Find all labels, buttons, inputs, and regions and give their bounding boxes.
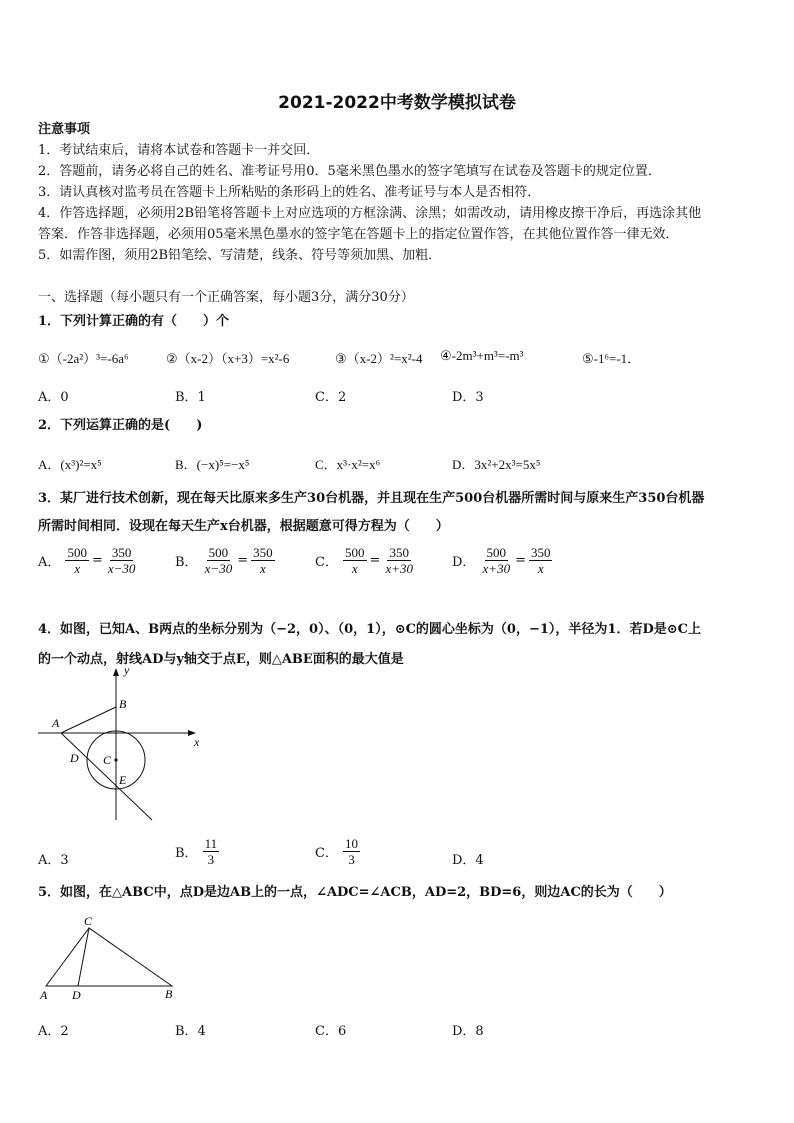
denominator: x	[259, 561, 266, 576]
denominator: x−30	[204, 561, 233, 576]
option-a[interactable]: A．0	[38, 390, 69, 405]
option-a[interactable]: A．(x³)²=x⁵	[38, 457, 102, 472]
option-a[interactable]: A． $\frac{500}{x}$ = $\frac{350}{x-30}$	[38, 545, 136, 576]
notice-heading: 注意事项	[38, 122, 91, 137]
question-stem: 2．下列运算正确的是( )	[38, 418, 203, 433]
center-point	[114, 758, 117, 761]
option-a[interactable]: A．2	[38, 1024, 69, 1039]
option-label: B．	[175, 555, 198, 570]
notice-item: 1．考试结束后，请将本试卷和答题卡一并交回．	[38, 143, 320, 158]
q1-item: ⑤-1⁶=-1．	[582, 351, 641, 366]
page-title: 2021-2022中考数学模拟试卷	[278, 93, 516, 113]
option-d[interactable]: D．3	[452, 390, 484, 405]
option-label: A．	[38, 555, 61, 570]
denominator: 3	[348, 852, 355, 867]
numerator: 11	[204, 836, 218, 851]
option-c[interactable]: C．6	[315, 1024, 347, 1039]
notice-item: 5．如需作图，须用2B铅笔绘、写清楚，线条、符号等须加黑、加粗．	[38, 248, 442, 263]
numerator: 500	[208, 545, 229, 560]
denominator: x+30	[385, 561, 413, 576]
fraction	[383, 545, 415, 576]
numerator: 350	[253, 545, 273, 560]
option-d[interactable]: D．4	[452, 853, 484, 868]
option-a[interactable]: A．3	[38, 853, 69, 868]
fraction	[251, 545, 275, 576]
question-stem: 5．如图，在△ABC中，点D是边AB上的一点，∠ADC=∠ACB，AD=2，BD=6，则边AC的长为（ ）	[38, 885, 672, 900]
fraction	[343, 836, 360, 867]
q1-item: ①（-2a²）³=-6a⁶	[38, 351, 129, 366]
numerator: 350	[111, 545, 132, 560]
numerator: 10	[345, 836, 359, 851]
question-stem: 所需时间相同．设现在每天生产x台机器，根据题意可得方程为（ ）	[38, 519, 449, 534]
label-a: A	[52, 716, 60, 730]
label-a: A	[40, 988, 48, 1002]
denominator: x−30	[107, 561, 136, 576]
denominator: x	[74, 561, 81, 576]
q1-item: ④-2m³+m³=-m³	[440, 348, 524, 363]
option-b[interactable]: B．1	[175, 390, 206, 405]
question-stem: 1．下列计算正确的有（ ）个	[38, 314, 230, 329]
question-stem: 3．某厂进行技术创新，现在每天比原来多生产30台机器，并且现在生产500台机器所需时间与原来生产350台机器	[38, 491, 705, 506]
segment-cd	[78, 928, 89, 986]
option-c[interactable]	[315, 836, 360, 867]
numerator: 500	[67, 545, 87, 560]
fraction	[481, 545, 513, 576]
coordinate-figure	[30, 660, 210, 825]
denominator: x+30	[482, 561, 511, 576]
label-c: C	[103, 753, 112, 767]
label-b: B	[165, 987, 173, 1001]
triangle-figure	[34, 912, 184, 1004]
numerator: 350	[530, 545, 551, 560]
label-y: y	[124, 663, 130, 677]
fraction	[529, 545, 553, 576]
question-stem: 4．如图，已知A、B两点的坐标分别为（−2，0）、（0，1），⊙C的圆心坐标为（0，−1），半径为1．若D是⊙C上	[38, 622, 701, 637]
notice-item: 答案．作答非选择题，必须用05毫米黑色墨水的签字笔在答题卡上的指定位置作答，在其他位置作答一律无效．	[38, 227, 679, 242]
option-c[interactable]: C．x³·x²=x⁶	[315, 457, 381, 472]
denominator: 3	[207, 852, 215, 867]
numerator: 500	[486, 545, 507, 560]
option-b[interactable]: B． $\frac{500}{x-30}$ = $\frac{350}{x}$	[175, 545, 273, 576]
section-heading: 一、选择题（每小题只有一个正确答案，每小题3分，满分30分）	[38, 290, 414, 305]
ray-ad	[61, 733, 152, 820]
option-label: C．	[315, 555, 338, 570]
option-b[interactable]: B．4	[175, 1024, 206, 1039]
option-d[interactable]: D．3x²+2x³=5x⁵	[452, 457, 541, 472]
notice-item: 3．请认真核对监考员在答题卡上所粘贴的条形码上的姓名、准考证号与本人是否相符．	[38, 185, 541, 200]
fraction	[203, 836, 220, 867]
numerator: 350	[389, 545, 409, 560]
denominator: x	[351, 561, 358, 576]
q1-item: ②（x-2）（x+3）=x²-6	[166, 351, 290, 366]
label-d: D	[72, 988, 81, 1002]
option-c[interactable]: C．2	[315, 390, 347, 405]
fraction	[203, 545, 235, 576]
option-d[interactable]: D．8	[452, 1024, 484, 1039]
triangle-abc	[46, 928, 172, 986]
q1-item: ③（x-2）²=x²-4	[335, 351, 423, 366]
notice-item: 4．作答选择题，必须用2B铅笔将答题卡上对应选项的方框涂满、涂黑；如需改动，请用橡皮擦干净后，再选涂其他	[38, 206, 702, 221]
label-c: C	[84, 914, 93, 928]
denominator: x	[537, 561, 544, 576]
option-label: C．	[315, 846, 338, 861]
notice-item: 2．答题前，请务必将自己的姓名、准考证号用0．5毫米黑色墨水的签字笔填写在试卷及答题卡的规定位置．	[38, 164, 661, 179]
label-d: D	[70, 751, 79, 765]
label-e: E	[119, 773, 127, 787]
y-axis-arrow-icon	[113, 668, 119, 676]
option-label: B．	[175, 846, 198, 861]
fraction	[343, 545, 367, 576]
option-d[interactable]: D． $\frac{500}{x+30}$ = $\frac{350}{x}$	[452, 545, 551, 576]
option-c[interactable]: C． $\frac{500}{x}$ = $\frac{350}{x+30}$	[315, 545, 413, 576]
label-b: B	[119, 697, 127, 711]
option-b[interactable]: B．(−x)⁵=−x⁵	[175, 457, 250, 472]
option-label: D．	[452, 555, 476, 570]
label-x: x	[194, 735, 200, 749]
question-stem: 的一个动点，射线AD与y轴交于点E，则△ABE面积的最大值是	[38, 652, 404, 667]
fraction	[106, 545, 138, 576]
fraction	[65, 545, 89, 576]
segment-ab	[61, 707, 116, 733]
option-b[interactable]	[175, 836, 219, 867]
numerator: 500	[345, 545, 365, 560]
